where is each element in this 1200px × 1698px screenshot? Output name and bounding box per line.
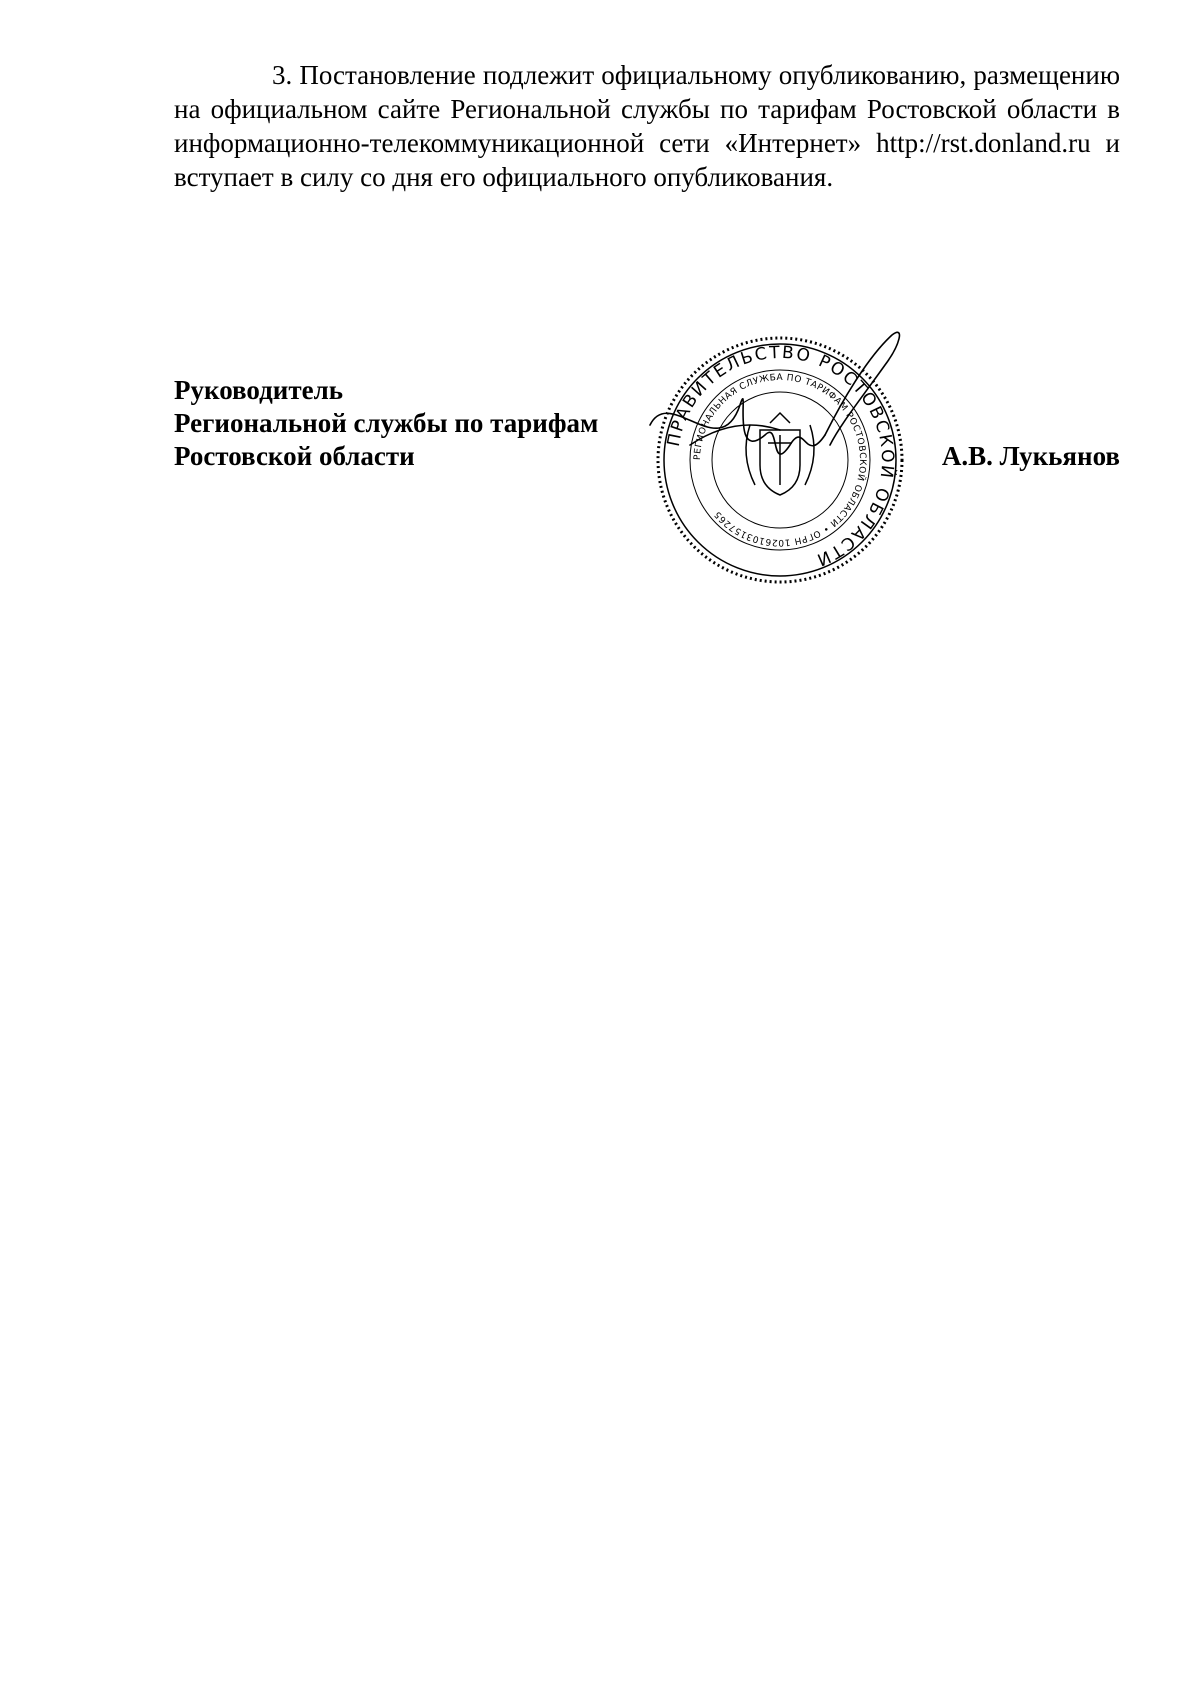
official-seal-icon	[630, 325, 930, 595]
signatory-title	[174, 374, 598, 473]
signatory-title-line-1: Руководитель	[174, 375, 344, 405]
svg-text:ПРАВИТЕЛЬСТВО РОСТОВСКОЙ ОБЛАС: ПРАВИТЕЛЬСТВО РОСТОВСКОЙ ОБЛАСТИ	[663, 342, 898, 571]
signatory-name: А.В. Лукьянов	[941, 441, 1120, 471]
svg-text:РЕГИОНАЛЬНАЯ СЛУЖБА ПО ТАРИФАМ: РЕГИОНАЛЬНАЯ СЛУЖБА ПО ТАРИФАМ РОСТОВСКОЙ ОБЛАСТИ • ОГРН 1026103157265	[692, 372, 868, 548]
signatory-title-line-2: Региональной службы по тарифам	[174, 408, 599, 438]
signatory-title-line-3: Ростовской области	[174, 441, 415, 471]
publication-paragraph: 3. Постановление подлежит официальному опубликованию, размещению на официальном сайте Региональной службы по тарифам Ростовской области в информационно-телекоммуникационной сети «Интернет» http://rst.donland.ru и вступает в силу со дня его официального опубликования.	[174, 60, 1120, 192]
